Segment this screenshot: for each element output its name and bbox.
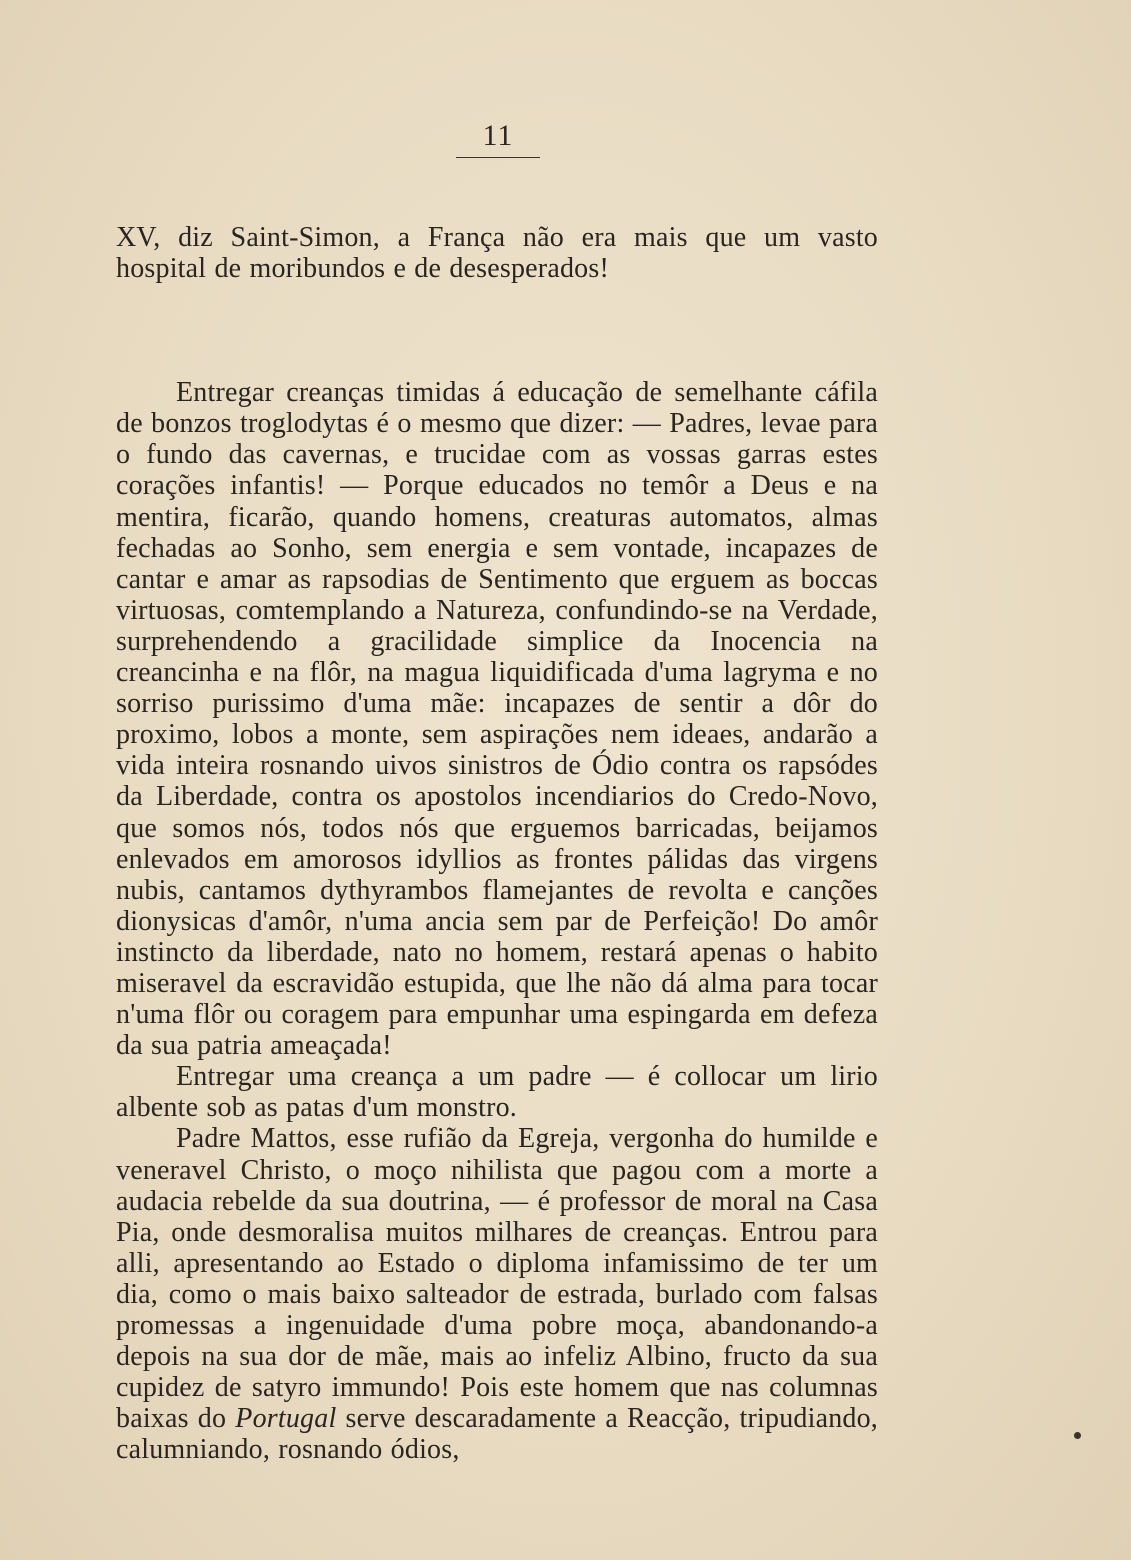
paragraph-continuation: XV, diz Saint-Simon, a França não era mais que um vasto hospital de moribundos e de desesperados! <box>116 222 878 285</box>
page-number-rule <box>456 157 540 158</box>
page-number: 11 <box>482 119 514 152</box>
paragraph-text-start: Padre Mattos, esse rufião da Egreja, vergonha do humilde e veneravel Christo, o moço nihilista que pagou com a morte a audacia rebelde da sua doutrina, — é professor de moral na Casa Pia, onde desmoralisa muitos milhares de creanças. Entrou para alli, apresentando ao Estado o diploma infamissimo de ter um dia, como o mais baixo salteador de estrada, burlado com falsas promessas a ingenuidade d'uma pobre moça, abandonando-a depois na sua dor de mãe, mais ao infeliz Albino, fructo da sua cupidez de satyro immundo! Pois este homem que nas columnas baixas do <box>116 1123 878 1435</box>
newspaper-title: Portugal <box>235 1403 337 1435</box>
body-text <box>116 222 878 1465</box>
ink-speck <box>1074 1432 1081 1439</box>
paragraph-text-end: serve descaradamente a Reacção, tripudiando, calumniando, rosnando ódios, <box>116 1403 878 1466</box>
paragraph-entregar-padre: Entregar uma creança a um padre — é collocar um lirio albente sob as patas d'um monstro. <box>116 1061 878 1124</box>
paragraph-entregar-creancas: Entregar creanças timidas á educação de semelhante cáfila de bonzos troglodytas é o mesmo que dizer: — Padres, levae para o fundo das cavernas, e trucidae com as vossas garras estes corações infantis! — Porque educados no temôr a Deus e na mentira, ficarão, quando homens, creaturas automatos, almas fechadas ao Sonho, sem energia e sem vontade, incapazes de cantar e amar as rapsodias de Sentimento que erguem as boccas virtuosas, comtemplando a Natureza, confundindo-se na Verdade, surprehendendo a gracilidade simplice da Inocencia na creancinha e na flôr, na magua liquidificada d'uma lagryma e no sorriso purissimo d'uma mãe: incapazes de sentir a dôr do proximo, lobos a monte, sem aspirações nem ideaes, andarão a vida inteira rosnando uivos sinistros de Ódio contra os rapsódes da Liberdade, contra os apostolos incendiarios do Credo-Novo, que somos nós, todos nós que erguemos barricadas, beijamos enlevados em amorosos idyllios as frontes pálidas das virgens nubis, cantamos dythyrambos flamejantes de revolta e canções dionysicas d'amôr, n'uma ancia sem par de Perfeição! Do amôr instincto da liberdade, nato no homem, restará apenas o habito miseravel da escravidão estupida, que lhe não dá alma para tocar n'uma flôr ou coragem para empunhar uma espingarda em defeza da sua patria ameaçada! <box>116 377 878 1062</box>
paragraph-padre-mattos <box>116 1123 878 1465</box>
